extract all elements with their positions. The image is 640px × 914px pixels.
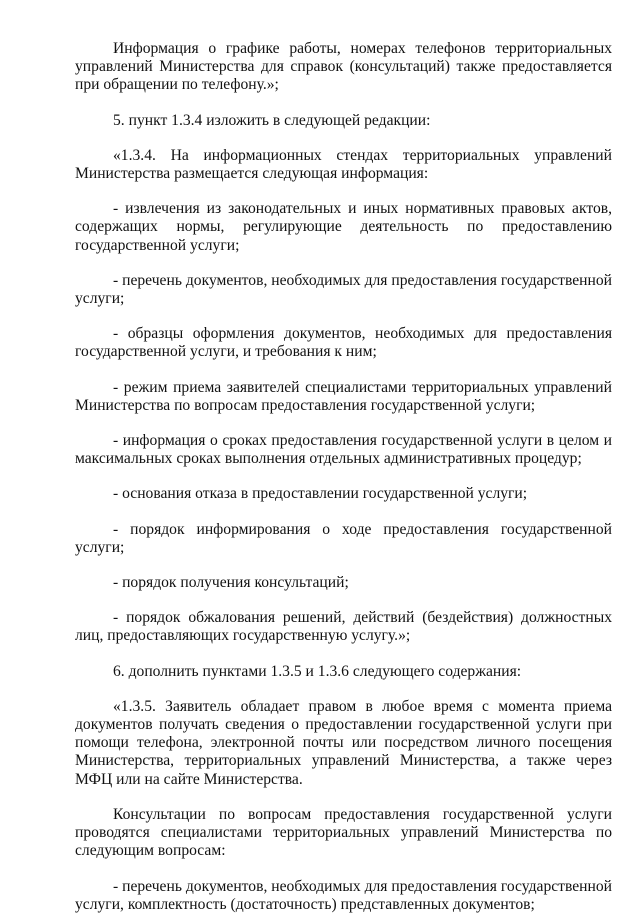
list-item-progress-info: - порядок информирования о ходе предоставления государственной услуги;	[75, 520, 612, 556]
list-item-document-samples: - образцы оформления документов, необходимых для предоставления государственной услуги, и требования к ним;	[75, 325, 612, 361]
paragraph-1-3-5: «1.3.5. Заявитель обладает правом в любое время с момента приема документов получать сведения о предоставлении государственной услуги при помощи телефона, электронной почты или посредством личного посещения Министерства, территориальных управлений Министерства, а также через МФЦ или на сайте Министерства.	[75, 697, 612, 788]
list-item-documents-completeness: - перечень документов, необходимых для предоставления государственной услуги, комплектность (достаточность) представленных документов;	[75, 877, 612, 913]
paragraph-item-6: 6. дополнить пунктами 1.3.5 и 1.3.6 следующего содержания:	[113, 662, 522, 680]
list-item-appeals: - порядок обжалования решений, действий (бездействия) должностных лиц, предоставляющих государственную услугу.»;	[75, 609, 612, 645]
list-item-reception-schedule: - режим приема заявителей специалистами территориальных управлений Министерства по вопросам предоставления государственной услуги;	[75, 378, 612, 414]
list-item-legal-extracts: - извлечения из законодательных и иных нормативных правовых актов, содержащих нормы, регулирующие деятельность по предоставлению государственной услуги;	[75, 200, 612, 254]
paragraph-item-5: 5. пункт 1.3.4 изложить в следующей редакции:	[113, 111, 431, 129]
list-item-documents-list: - перечень документов, необходимых для предоставления государственной услуги;	[75, 271, 612, 308]
document-page	[75, 40, 612, 914]
paragraph-consultations: Консультации по вопросам предоставления государственной услуги проводятся специалистами территориальных управлений Министерства по следующим вопросам:	[75, 805, 612, 860]
list-item-consultations: - порядок получения консультаций;	[113, 574, 349, 592]
paragraph-1-3-4: «1.3.4. На информационных стендах территориальных управлений Министерства размещается следующая информация:	[75, 146, 612, 183]
paragraph-contact-info: Информация о графике работы, номерах телефонов территориальных управлений Министерства для справок (консультаций) также предоставляется при обращении по телефону.»;	[75, 40, 612, 94]
list-item-refusal-grounds: - основания отказа в предоставлении государственной услуги;	[113, 485, 528, 503]
list-item-deadlines: - информация о сроках предоставления государственной услуги в целом и максимальных сроках выполнения отдельных административных процедур;	[75, 432, 612, 468]
